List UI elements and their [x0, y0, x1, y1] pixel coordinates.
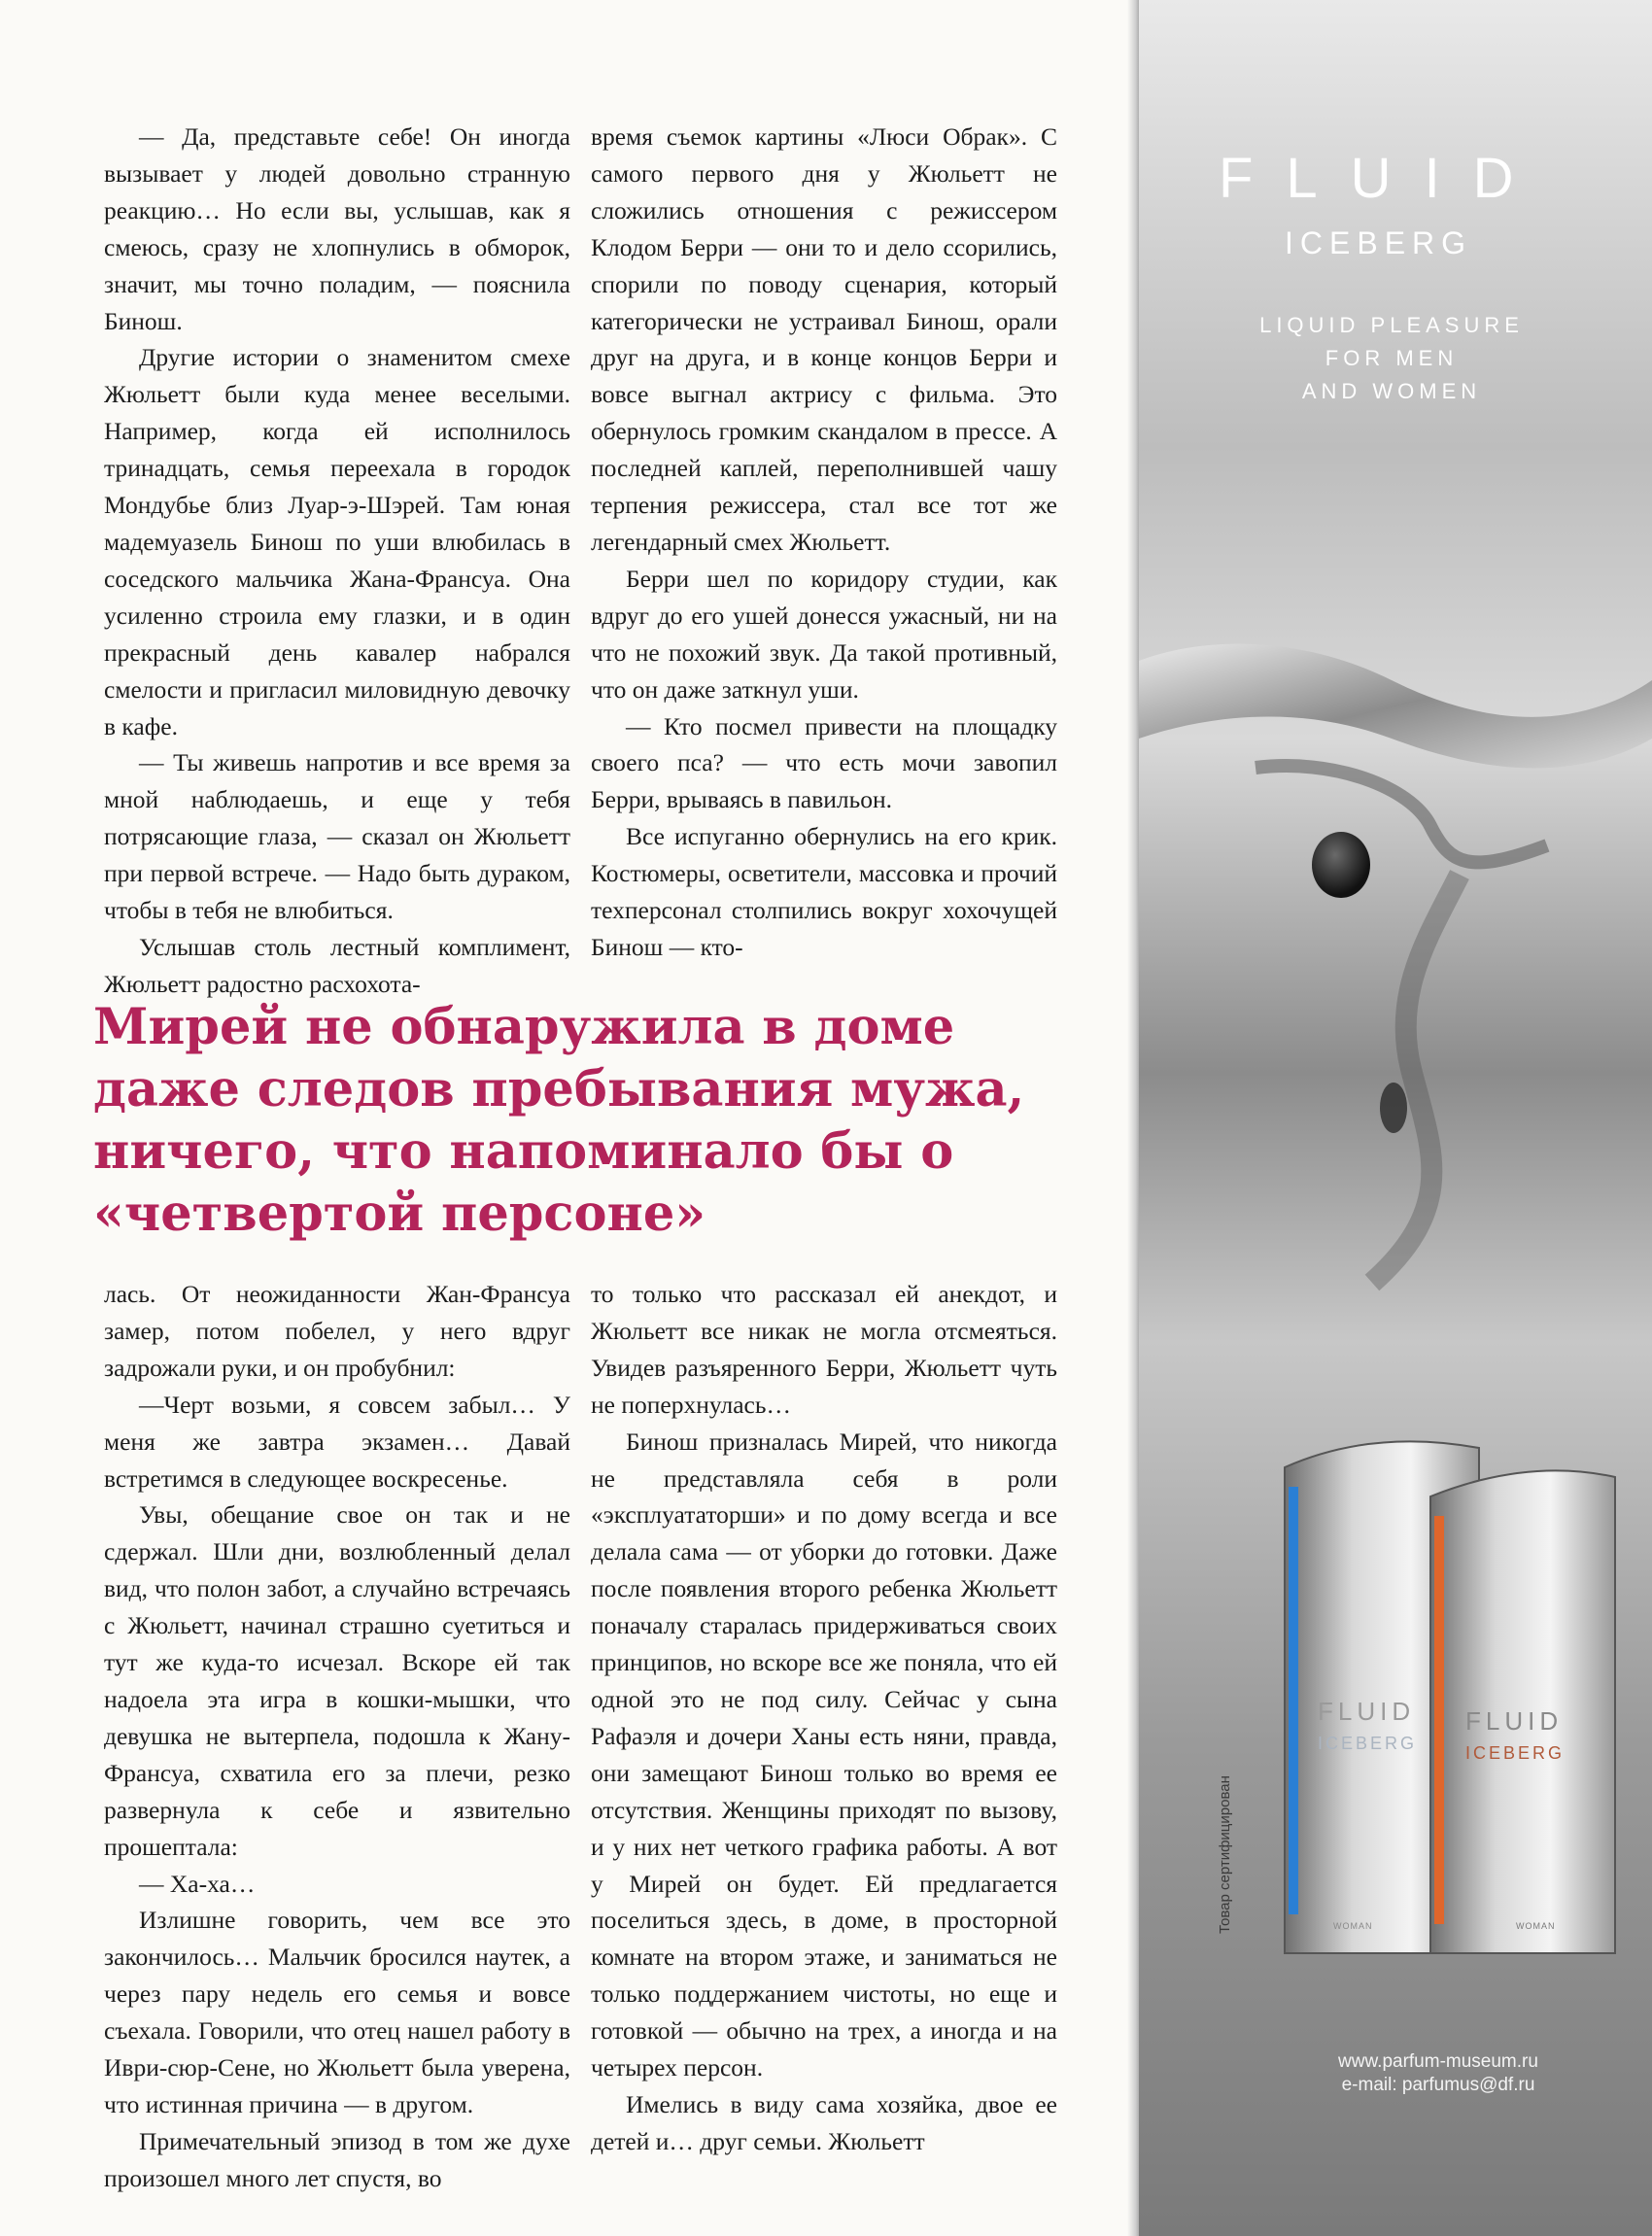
article-column-top-left [104, 119, 570, 998]
bottle-right-brand: ICEBERG [1465, 1743, 1566, 1763]
article-paragraph: время съемок картины «Люси Обрак». С самого первого дня у Жюльетт не сложились отношения с режиссером Клодом Берри — они то и дело ссорились, спорили по поводу сценария, который категорически не устраивал Бинош, орали друг на друга, и в конце концов Берри и вовсе выгнал актрису с фильма. Это обернулось громким скандалом в прессе. А последней каплей, переполнившей чашу терпения режиссера, стал все тот же легендарный смех Жюльетт. [591, 122, 1057, 556]
article-paragraph: Бинош призналась Мирей, что никогда не представляла себя в роли «эксплуататорши» и по дому всегда и все делала сама — от уборки до готовки. Даже после появления второго ребенка Жюльетт поначалу старалась придерживаться своих принципов, но вскоре все же поняла, что ей одной это не под силу. Сейчас у сына Рафаэля и дочери Ханы есть няни, правда, они замещают Бинош только во время ее отсутствия. Женщины приходят по вызову, и у них нет четкого графика работы. А вот у Мирей он будет. Ей предлагается поселиться здесь, в доме, в просторной комнате на втором этаже, и заниматься не только поддержанием чистоты, но еще и готовкой — обычно на трех, а иногда и на четырех персон. [591, 1427, 1057, 2082]
ad-tagline-line: AND WOMEN [1301, 379, 1482, 403]
bottle-left-product: FLUID [1318, 1697, 1416, 1726]
article-paragraph: Услышав столь лестный комплимент, Жюльетт радостно расхохота- [104, 932, 570, 998]
article-paragraph: Имелись в виду сама хозяйка, двое ее детей и… друг семьи. Жюльетт [591, 2089, 1057, 2155]
ad-certification-note: Товар сертифицирован [1217, 1775, 1233, 1934]
article-paragraph: Другие истории о знаменитом смехе Жюльетт были куда менее веселыми. Например, когда ей исполнилось тринадцать, семья переехала в городок Мондубье близ Луар-э-Шэрей. Там юная мадемуазель Бинош по уши влюбилась в соседского мальчика Жана-Франсуа. Она усиленно строила ему глазки, и в один прекрасный день кавалер набрался смелости и пригласил миловидную девочку в кафе. [104, 343, 570, 740]
bottle-left-small-label: WOMAN [1333, 1921, 1373, 1931]
article-paragraph: —Черт возьми, я совсем забыл… У меня же завтра экзамен… Давай встретимся в следующее воскресенье. [104, 1390, 570, 1493]
bottle-left-brand: ICEBERG [1318, 1734, 1418, 1753]
bottle-right-small-label: WOMAN [1516, 1921, 1556, 1931]
ad-brand-name: ICEBERG [1285, 225, 1473, 260]
pull-quote: Мирей не обнаружила в доме даже следов пребывания мужа, ничего, что напоминало бы о «четвертой персоне» [93, 998, 1025, 1243]
article-paragraph: Излишне говорить, чем все это закончилось… Мальчик бросился наутек, а через пару недель его семья и вовсе съехала. Говорили, что отец нашел работу в Иври-сюр-Сене, но Жюльетт была уверена, что истинная причина — в другом. [104, 1906, 570, 2118]
perfume-bottles-image [1275, 1428, 1625, 1973]
article-paragraph: — Ты живешь напротив и все время за мной наблюдаешь, и еще у тебя потрясающие глаза, — сказал он Жюльетт при первой встрече. — Надо быть дураком, чтобы в тебя не влюбиться. [104, 748, 570, 925]
article-column-top-right [591, 119, 1057, 961]
article-paragraph: Увы, обещание свое он так и не сдержал. Шли дни, возлюбленный делал вид, что полон забот, а случайно встречаясь с Жюльетт, начинал страшно суетиться и тут же куда-то исчезал. Вскоре ей так надоела эта игра в кошки-мышки, что девушка не вытерпела, подошла к Жану-Франсуа, схватила его за плечи, резко развернула к себе и язвительно прошептала: [104, 1500, 570, 1861]
bottle-right-product: FLUID [1465, 1706, 1564, 1736]
article-paragraph: лась. От неожиданности Жан-Франсуа замер, потом побелел, у него вдруг задрожали руки, и он пробубнил: [104, 1280, 570, 1382]
article-paragraph: Примечательный эпизод в том же духе произошел много лет спустя, во [104, 2126, 570, 2192]
ad-email: e-mail: parfumus@df.ru [1341, 2075, 1535, 2095]
ad-tagline-line: LIQUID PLEASURE [1259, 313, 1524, 337]
article-paragraph: — Да, представьте себе! Он иногда вызывает у людей довольно странную реакцию… Но если вы, услышав, как я смеюсь, сразу не хлопнулись в обморок, значит, мы точно поладим, — пояснила Бинош. [104, 122, 570, 335]
liquid-swirl-image [1139, 622, 1652, 1302]
article-column-bottom-left [104, 1276, 570, 2192]
article-paragraph: — Кто посмел привести на площадку своего пса? — что есть мочи завопил Берри, врываясь в павильон. [591, 711, 1057, 814]
article-paragraph: то только что рассказал ей анекдот, и Жюльетт все никак не могла отсмеяться. Увидев разъяренного Берри, Жюльетт чуть не поперхнулась… [591, 1280, 1057, 1419]
article-column-bottom-right [591, 1276, 1057, 2189]
article-paragraph: Все испуганно обернулись на его крик. Костюмеры, осветители, массовка и прочий техперсонал столпились вокруг хохочущей Бинош — кто- [591, 822, 1057, 961]
article-paragraph: Берри шел по коридору студии, как вдруг до его ушей донесся ужасный, ни на что не похожий звук. Да такой противный, что он даже заткнул уши. [591, 564, 1057, 704]
ad-product-name: FLUID [1219, 147, 1547, 210]
ad-tagline [1226, 309, 1557, 408]
article-paragraph: — Ха-ха… [139, 1869, 256, 1898]
ad-website: www.parfum-museum.ru [1338, 2051, 1538, 2072]
ad-tagline-line: FOR MEN [1325, 346, 1459, 370]
ad-contact-info [1292, 2050, 1584, 2097]
